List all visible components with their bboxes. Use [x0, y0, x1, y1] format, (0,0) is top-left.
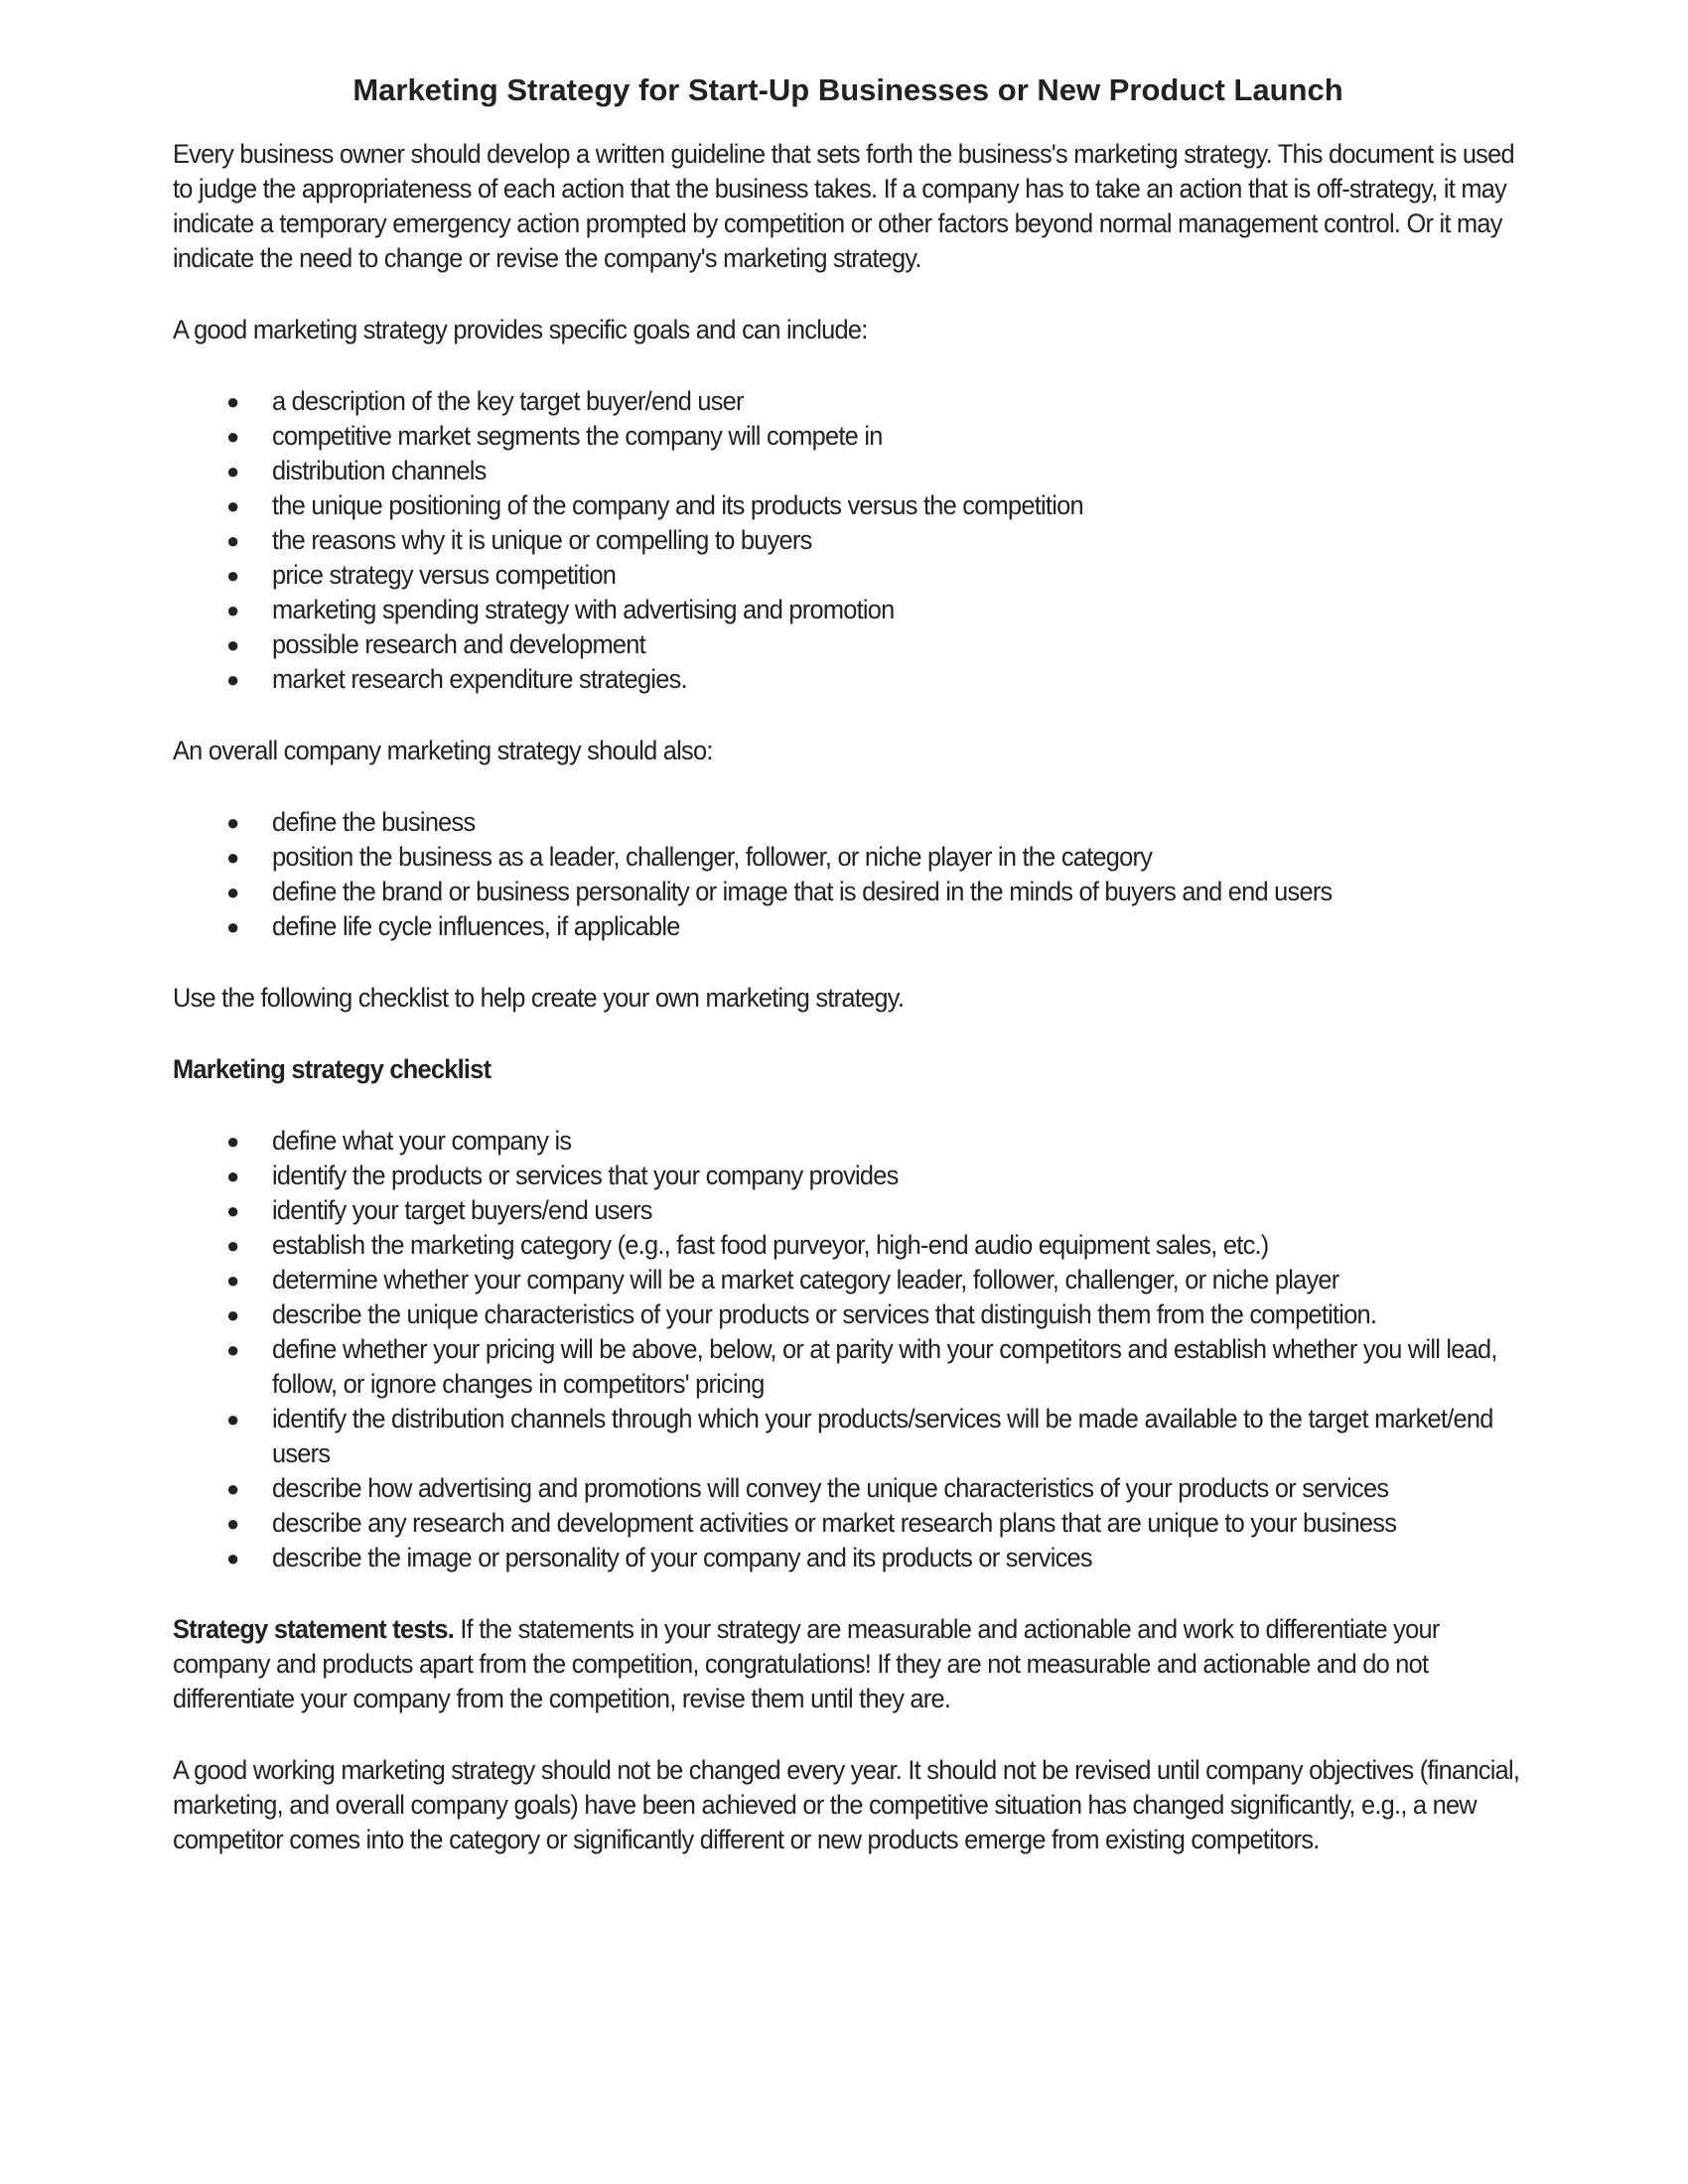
list-item: ● establish the marketing category (e.g., fast food purveyor, high-end audio equipment sales, etc.): [173, 1228, 1523, 1263]
list-item: ● describe the image or personality of your company and its products or services: [173, 1541, 1523, 1575]
document-title: Marketing Strategy for Start-Up Businesses or New Product Launch: [352, 72, 1343, 107]
checklist-intro: Use the following checklist to help create your own marketing strategy.: [173, 983, 905, 1013]
tests-body: If the statements in your strategy are measurable and actionable and work to differentiate your company and products apart from the competition, congratulations! If they are not measurable and actionable and do not differentiate your company from the competition, revise them until they are.: [173, 1614, 1440, 1713]
list-item: ● describe the unique characteristics of your products or services that distinguish them from the competition.: [173, 1297, 1523, 1332]
bullet-icon: ●: [226, 1337, 239, 1362]
bullet-icon: ●: [226, 1233, 239, 1258]
list-item: ● define life cycle influences, if applicable: [173, 909, 1523, 944]
bullet-icon: ●: [226, 1546, 239, 1570]
list-item: ● describe how advertising and promotions will convey the unique characteristics of your products or services: [173, 1471, 1523, 1506]
checklist-list: [173, 1124, 1523, 1575]
list-item: ● define the business: [173, 805, 1523, 840]
bullet-icon: ●: [226, 493, 239, 518]
bullet-icon: ●: [226, 632, 239, 657]
bullet-icon: ●: [226, 459, 239, 483]
bullet-icon: ●: [226, 880, 239, 904]
list-item: ● the unique positioning of the company and its products versus the competition: [173, 488, 1523, 523]
overall-list: [173, 805, 1523, 944]
tests-paragraph: [173, 1612, 1523, 1716]
bullet-icon: ●: [226, 1407, 239, 1432]
bullet-icon: ●: [226, 424, 239, 449]
intro-paragraph: Every business owner should develop a written guideline that sets forth the business's marketing strategy. This document is used to judge the appropriateness of each action that the business takes. If a company has to take an action that is off-strategy, it may indicate a temporary emergency action prompted by competition or other factors beyond normal management control. Or it may indicate the need to change or revise the company's marketing strategy.: [173, 139, 1514, 273]
list-item: ● the reasons why it is unique or compelling to buyers: [173, 523, 1523, 558]
bullet-icon: ●: [226, 1129, 239, 1154]
list-item: ● distribution channels: [173, 454, 1523, 488]
list-item: ● price strategy versus competition: [173, 558, 1523, 593]
list-item: ● a description of the key target buyer/end user: [173, 384, 1523, 419]
bullet-icon: ●: [226, 667, 239, 692]
list-item: ● determine whether your company will be a market category leader, follower, challenger, or niche player: [173, 1263, 1523, 1297]
list-item: ● position the business as a leader, challenger, follower, or niche player in the category: [173, 840, 1523, 875]
list-item: ● competitive market segments the company will compete in: [173, 419, 1523, 454]
goals-list: [173, 384, 1523, 697]
bullet-icon: ●: [226, 1163, 239, 1188]
list-item: ● define whether your pricing will be above, below, or at parity with your competitors and establish whether you will lead, follow, or ignore changes in competitors' pricing: [226, 1334, 1497, 1399]
list-item: ● describe any research and development activities or market research plans that are unique to your business: [173, 1506, 1523, 1541]
goals-intro: A good marketing strategy provides specific goals and can include:: [173, 315, 868, 344]
bullet-icon: ●: [226, 810, 239, 835]
bullet-icon: ●: [226, 528, 239, 553]
tests-lead: Strategy statement tests.: [173, 1614, 455, 1644]
checklist-heading: Marketing strategy checklist: [173, 1054, 492, 1084]
bullet-icon: ●: [226, 389, 239, 414]
list-item: ● identify the distribution channels through which your products/services will be made available to the target market/end users: [226, 1404, 1493, 1468]
overall-intro: An overall company marketing strategy should also:: [173, 736, 713, 765]
list-item: ● identify the products or services that your company provides: [173, 1159, 1523, 1193]
bullet-icon: ●: [226, 563, 239, 588]
list-item: ● marketing spending strategy with advertising and promotion: [173, 593, 1523, 627]
bullet-icon: ●: [226, 598, 239, 622]
bullet-icon: ●: [226, 914, 239, 939]
list-item: ● market research expenditure strategies.: [173, 662, 1523, 697]
bullet-icon: ●: [226, 1511, 239, 1536]
bullet-icon: ●: [226, 1268, 239, 1293]
list-item: ● identify your target buyers/end users: [173, 1193, 1523, 1228]
list-item: ● define what your company is: [173, 1124, 1523, 1159]
list-item: ● possible research and development: [173, 627, 1523, 662]
bullet-icon: ●: [226, 1476, 239, 1501]
bullet-icon: ●: [226, 1302, 239, 1327]
closing-paragraph: A good working marketing strategy should not be changed every year. It should not be revised until company objectives (financial, marketing, and overall company goals) have been achieved or the competitive situation has changed significantly, e.g., a new competitor comes into the category or significantly different or new products emerge from existing competitors.: [173, 1755, 1520, 1854]
bullet-icon: ●: [226, 1198, 239, 1223]
document-page: [173, 69, 1523, 1894]
list-item: ● define the brand or business personality or image that is desired in the minds of buyers and end users: [173, 875, 1523, 909]
bullet-icon: ●: [226, 845, 239, 870]
